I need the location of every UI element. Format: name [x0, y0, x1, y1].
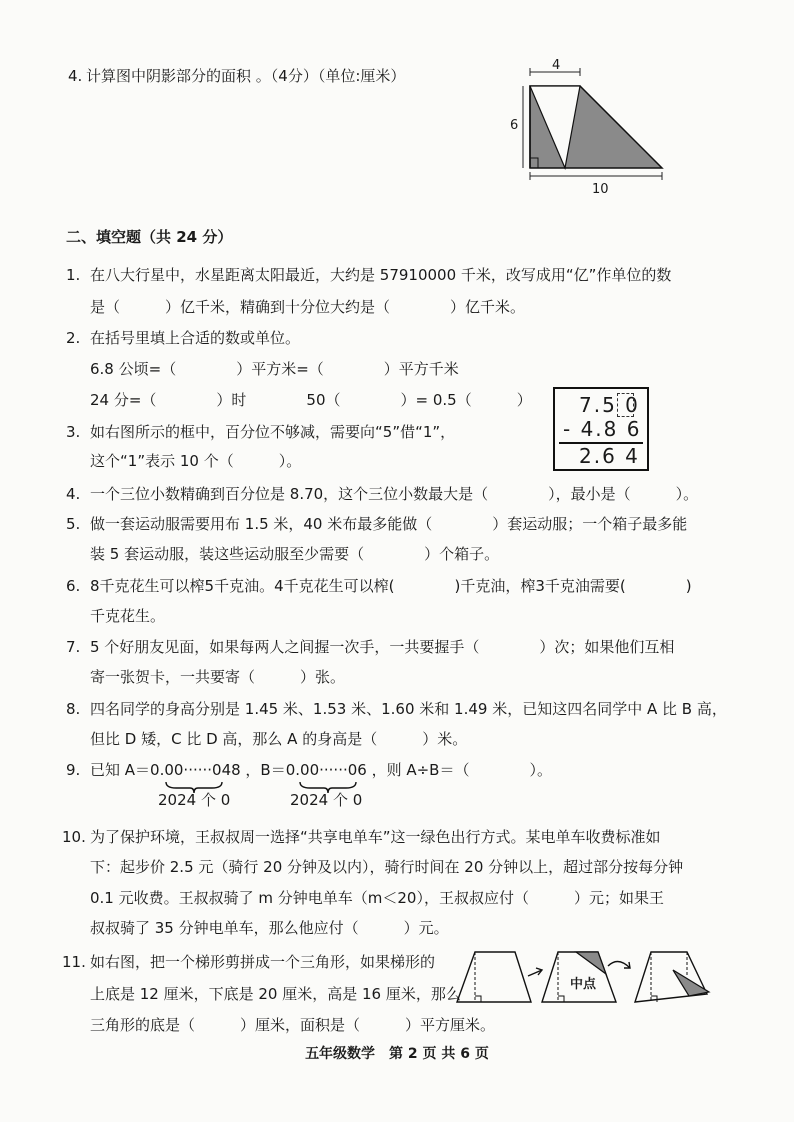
q7-line2: 寄一张贺卡，一共要寄（ ）张。: [90, 668, 346, 686]
q2-line3: 24 分=（ ）时 50（ ）= 0.5（ ）: [90, 391, 532, 409]
q10-line1: 为了保护环境，王叔叔周一选择“共享电单车”这一绿色出行方式。某电单车收费标准如: [90, 828, 661, 846]
q3-line2: 这个“1”表示 10 个（ ）。: [90, 452, 302, 470]
q2-number: 2.: [66, 329, 81, 347]
arrow-2: [606, 958, 636, 978]
q11-line2: 上底是 12 厘米，下底是 20 厘米，高是 16 厘米，那么: [90, 985, 461, 1003]
fig-label-top: 4: [552, 58, 561, 73]
q5-number: 5.: [66, 515, 81, 533]
q10-line2: 下：起步价 2.5 元（骑行 20 分钟及以内），骑行时间在 20 分钟以上，超过部分按每分钟: [90, 858, 684, 876]
q5-line1: 做一套运动服需要用布 1.5 米，40 米布最多能做（ ）套运动服；一个箱子最多能: [90, 515, 688, 533]
dashed-highlight: [617, 393, 634, 417]
trapezoid-figure-1: [455, 948, 535, 1008]
q10-line3: 0.1 元收费。王叔叔骑了 m 分钟电单车（m＜20），王叔叔应付（ ）元；如果王: [90, 889, 664, 907]
subtraction-top: 7.5 0: [579, 393, 640, 417]
q10-line4: 叔叔骑了 35 分钟电单车，那么他应付（ ）元。: [90, 919, 449, 937]
brace-2-label: 2024 个 0: [290, 791, 363, 809]
q11-line1: 如右图，把一个梯形剪拼成一个三角形，如果梯形的: [90, 953, 436, 971]
q8-line2: 但比 D 矮，C 比 D 高，那么 A 的身高是（ ）米。: [90, 730, 468, 748]
subtraction-result: 2.6 4: [579, 444, 640, 468]
page-footer: 五年级数学 第 2 页 共 6 页: [305, 1046, 489, 1062]
q8-number: 8.: [66, 700, 81, 718]
subtraction-box: [553, 387, 649, 471]
q5-line2: 装 5 套运动服，装这些运动服至少需要（ ）个箱子。: [90, 545, 500, 563]
subtraction-mid: - 4.8 6: [563, 417, 642, 441]
q1-line2: 是（ ）亿千米，精确到十分位大约是（ ）亿千米。: [90, 298, 526, 316]
midpoint-label: 中点: [570, 977, 597, 992]
q4-line1: 一个三位小数精确到百分位是 8.70，这个三位小数最大是（ ），最小是（ ）。: [90, 485, 699, 503]
q3-line1: 如右图所示的框中，百分位不够减，需要向“5”借“1”，: [90, 423, 456, 441]
problem4-text: 计算图中阴影部分的面积 。（4分）（单位:厘米）: [86, 67, 406, 85]
q6-line2: 千克花生。: [90, 607, 166, 625]
section-title: 二、填空题（共 24 分）: [66, 228, 233, 246]
q6-number: 6.: [66, 577, 81, 595]
q11-line3: 三角形的底是（ ）厘米，面积是（ ）平方厘米。: [90, 1016, 496, 1034]
q1-number: 1.: [66, 266, 81, 284]
q9-number: 9.: [66, 761, 81, 779]
fig-label-bottom: 10: [592, 182, 609, 197]
brace-1-label: 2024 个 0: [158, 791, 231, 809]
shaded-triangle-figure: [505, 60, 675, 190]
triangle-figure-3: [633, 948, 713, 1008]
q6-line1: 8千克花生可以榨5千克油。4千克花生可以榨( )千克油，榨3千克油需要( ): [90, 577, 692, 595]
q3-number: 3.: [66, 423, 81, 441]
q2-line2: 6.8 公顷=（ ）平方米=（ ）平方千米: [90, 360, 459, 378]
q11-number: 11.: [62, 953, 86, 971]
q7-line1: 5 个好朋友见面，如果每两人之间握一次手，一共要握手（ ）次；如果他们互相: [90, 638, 675, 656]
fig-label-left: 6: [510, 118, 519, 133]
q7-number: 7.: [66, 638, 81, 656]
q4-number: 4.: [66, 485, 81, 503]
q8-line1: 四名同学的身高分别是 1.45 米、1.53 米、1.60 米和 1.49 米，已知这四名同学中 A 比 B 高，: [90, 700, 727, 718]
q10-number: 10.: [62, 828, 86, 846]
q9-line1: 已知 A＝0.00······048 ，B＝0.00······06 ，则 A÷B＝（ ）。: [90, 761, 552, 779]
problem4-number: 4.: [68, 67, 83, 85]
q2-line1: 在括号里填上合适的数或单位。: [90, 329, 301, 347]
q1-line1: 在八大行星中，水星距离太阳最近，大约是 57910000 千米，改写成用“亿”作单位的数: [90, 266, 672, 284]
